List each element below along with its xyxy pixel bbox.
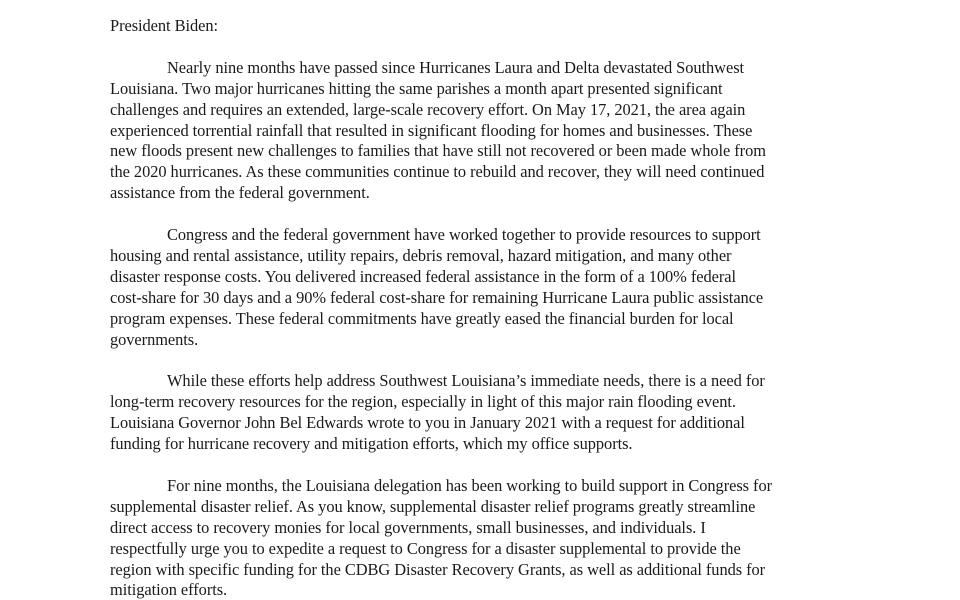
text-line: long-term recovery resources for the region, especially in light of this major rain flooding event. xyxy=(110,392,736,412)
text-line: respectfully urge you to expedite a request to Congress for a disaster supplemental to provide the xyxy=(110,538,741,558)
text-line: Louisiana Governor John Bel Edwards wrote to you in January 2021 with a request for additional xyxy=(110,413,745,433)
text-line: While these efforts help address Southwest Louisiana’s immediate needs, there is a need for xyxy=(167,371,765,391)
text-line: new floods present new challenges to families that have still not recovered or been made whole from xyxy=(110,141,766,161)
text-line: the 2020 hurricanes. As these communities continue to rebuild and recover, they will need continued xyxy=(110,162,765,182)
text-line: challenges and requires an extended, large-scale recovery effort. On May 17, 2021, the area again xyxy=(110,99,746,119)
text-line: experienced torrential rainfall that resulted in significant flooding for homes and businesses. These xyxy=(110,120,753,140)
paragraph-hurricane-impact xyxy=(110,58,850,204)
text-line: region with specific funding for the CDBG Disaster Recovery Grants, as well as additional funds for xyxy=(110,559,766,579)
text-line: governments. xyxy=(110,329,199,349)
text-line: housing and rental assistance, utility repairs, debris removal, hazard mitigation, and many other xyxy=(110,245,732,265)
text-line: funding for hurricane recovery and mitigation efforts, which my office supports. xyxy=(110,434,633,454)
text-line: Congress and the federal government have worked together to provide resources to support xyxy=(167,225,761,245)
paragraph-federal-assistance xyxy=(110,225,850,350)
text-line: For nine months, the Louisiana delegation has been working to build support in Congress for xyxy=(167,475,773,495)
text-line: assistance from the federal government. xyxy=(110,183,370,203)
text-line: direct access to recovery monies for local governments, small businesses, and individuals. I xyxy=(110,517,706,537)
paragraph-supplemental-request xyxy=(110,476,850,600)
salutation: President Biden: xyxy=(110,16,219,35)
text-line: supplemental disaster relief. As you know, supplemental disaster relief programs greatly streamline xyxy=(110,496,756,516)
text-line: cost-share for 30 days and a 90% federal cost-share for remaining Hurricane Laura public assistance xyxy=(110,287,764,307)
letter-body xyxy=(110,16,850,600)
text-line: Nearly nine months have passed since Hurricanes Laura and Delta devastated Southwest xyxy=(167,57,745,77)
text-line: disaster response costs. You delivered increased federal assistance in the form of a 100% federal xyxy=(110,266,736,286)
text-line: Louisiana. Two major hurricanes hitting the same parishes a month apart presented significant xyxy=(110,78,723,98)
text-line: program expenses. These federal commitments have greatly eased the financial burden for local xyxy=(110,308,734,328)
text-line: mitigation efforts. xyxy=(110,580,228,600)
paragraph-long-term-needs xyxy=(110,371,850,455)
